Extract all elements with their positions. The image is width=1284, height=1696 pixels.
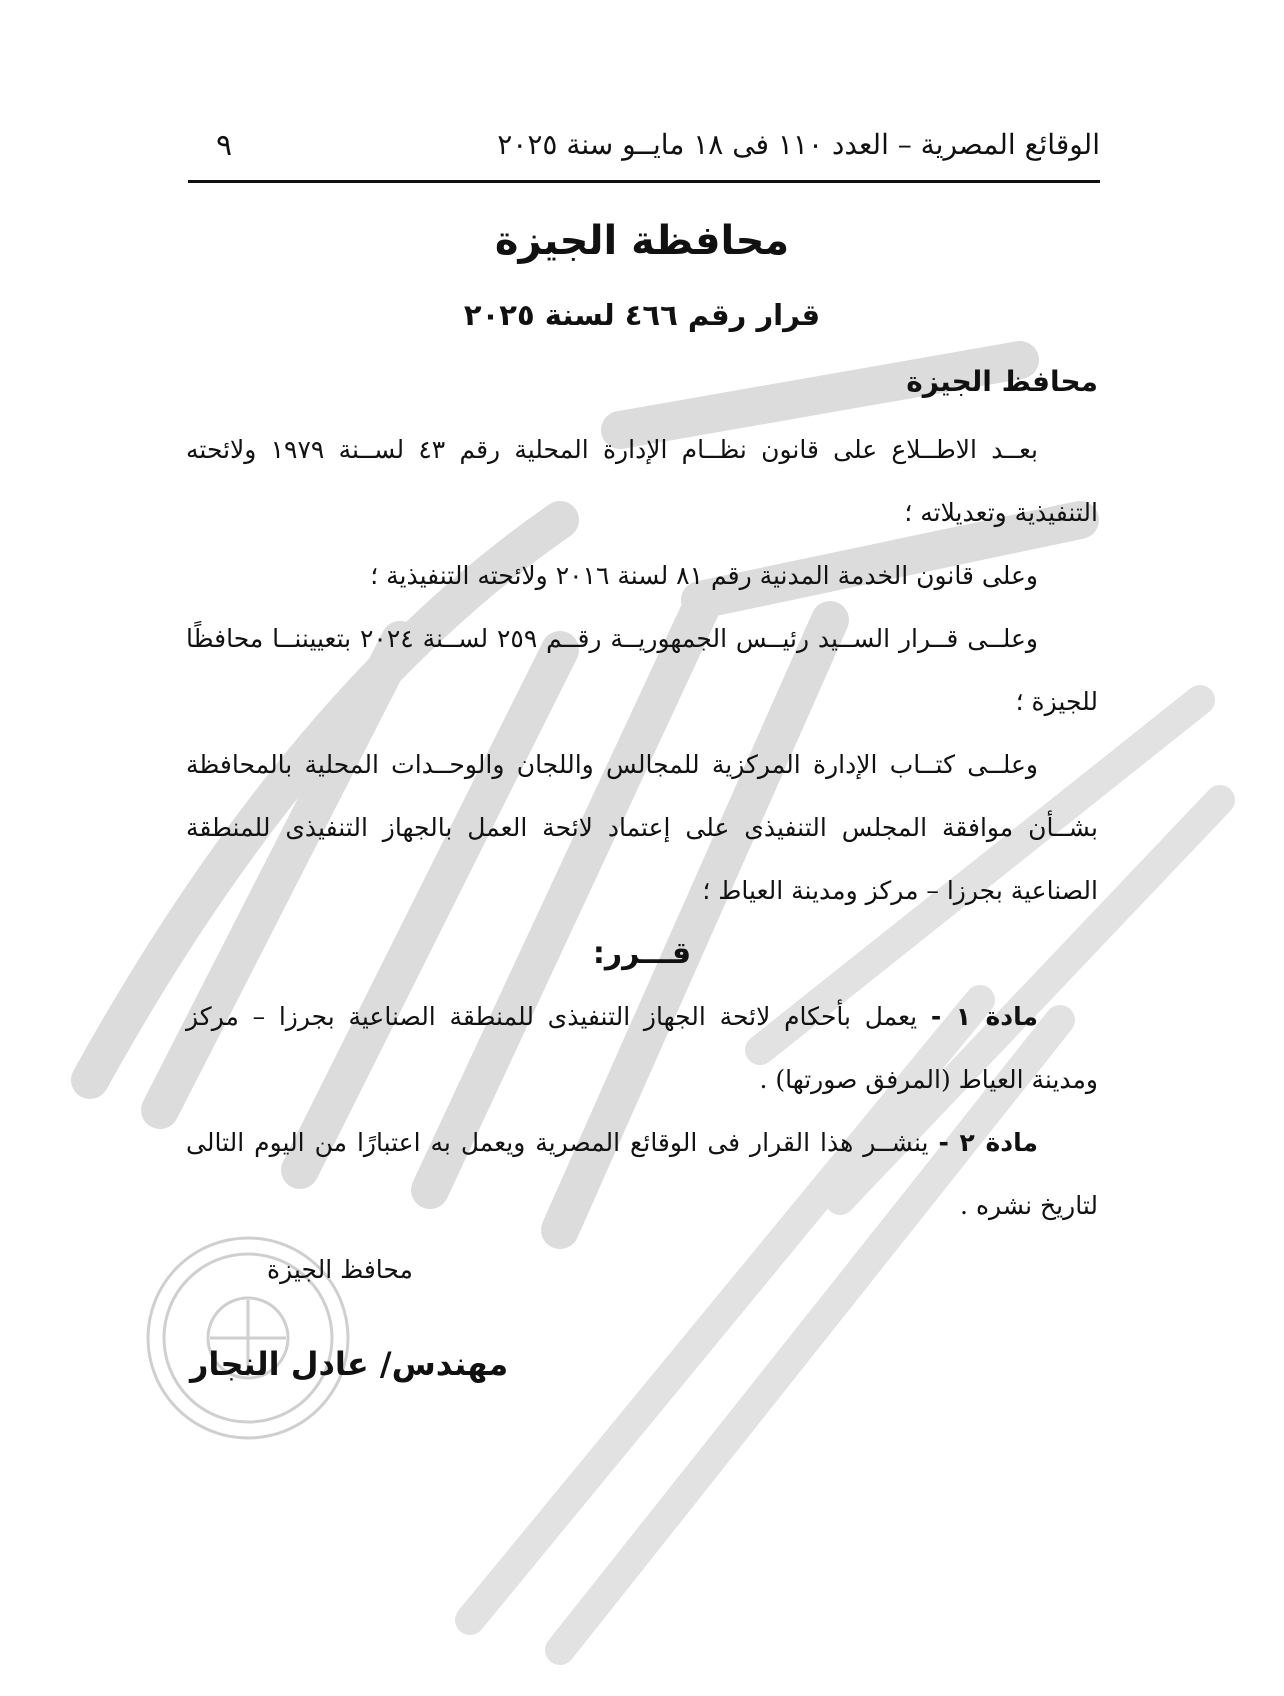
decree-number: قرار رقم ٤٦٦ لسنة ٢٠٢٥ <box>463 298 821 332</box>
authority-title: محافظة الجيزة <box>494 218 790 264</box>
article-2-label: مادة ٢ - <box>938 1128 1038 1157</box>
running-header <box>190 128 1100 174</box>
article-1 <box>186 985 1098 1111</box>
page-number: ٩ <box>216 128 233 163</box>
header-rule <box>188 180 1100 183</box>
article-2-text: ينشــر هذا القرار فى الوقائع المصرية ويعمل به اعتبارًا من اليوم التالى لتاريخ نشره . <box>186 1128 1098 1220</box>
article-2 <box>186 1111 1098 1237</box>
preamble-paragraph-4: وعلــى كتــاب الإدارة المركزية للمجالس واللجان والوحــدات المحلية بالمحافظة بشــأن موافقة المجلس التنفيذى على إعتماد لائحة العمل بالجهاز التنفيذى للمنطقة الصناعية بجرزا – مركز ومدينة العياط ؛ <box>186 750 1098 905</box>
article-1-text: يعمل بأحكام لائحة الجهاز التنفيذى للمنطقة الصناعية بجرزا – مركز ومدينة العياط (المرفق صورتها) . <box>186 1002 1098 1094</box>
preamble-paragraph-2: وعلى قانون الخدمة المدنية رقم ٨١ لسنة ٢٠١٦ ولائحته التنفيذية ؛ <box>370 561 1038 590</box>
preamble-paragraph-1: بعــد الاطــلاع على قانون نظــام الإدارة المحلية رقم ٤٣ لســنة ١٩٧٩ ولائحته التنفيذية وتعديلاته ؛ <box>186 435 1098 527</box>
running-header-title: الوقائع المصرية – العدد ١١٠ فى ١٨ مايــو سنة ٢٠٢٥ <box>497 128 1100 161</box>
signatory-name: مهندس/ عادل النجار <box>190 1345 509 1383</box>
issuer-heading: محافظ الجيزة <box>906 365 1098 398</box>
decided-label: قـــرر: <box>592 936 692 971</box>
decree-body <box>186 418 1098 1237</box>
preamble-paragraph-3: وعلــى قــرار الســيد رئيــس الجمهوريــة رقــم ٢٥٩ لســنة ٢٠٢٤ بتعييننــا محافظًا للجيزة ؛ <box>186 624 1098 716</box>
signatory-title: محافظ الجيزة <box>267 1255 413 1284</box>
article-1-label: مادة ١ - <box>930 1002 1038 1031</box>
